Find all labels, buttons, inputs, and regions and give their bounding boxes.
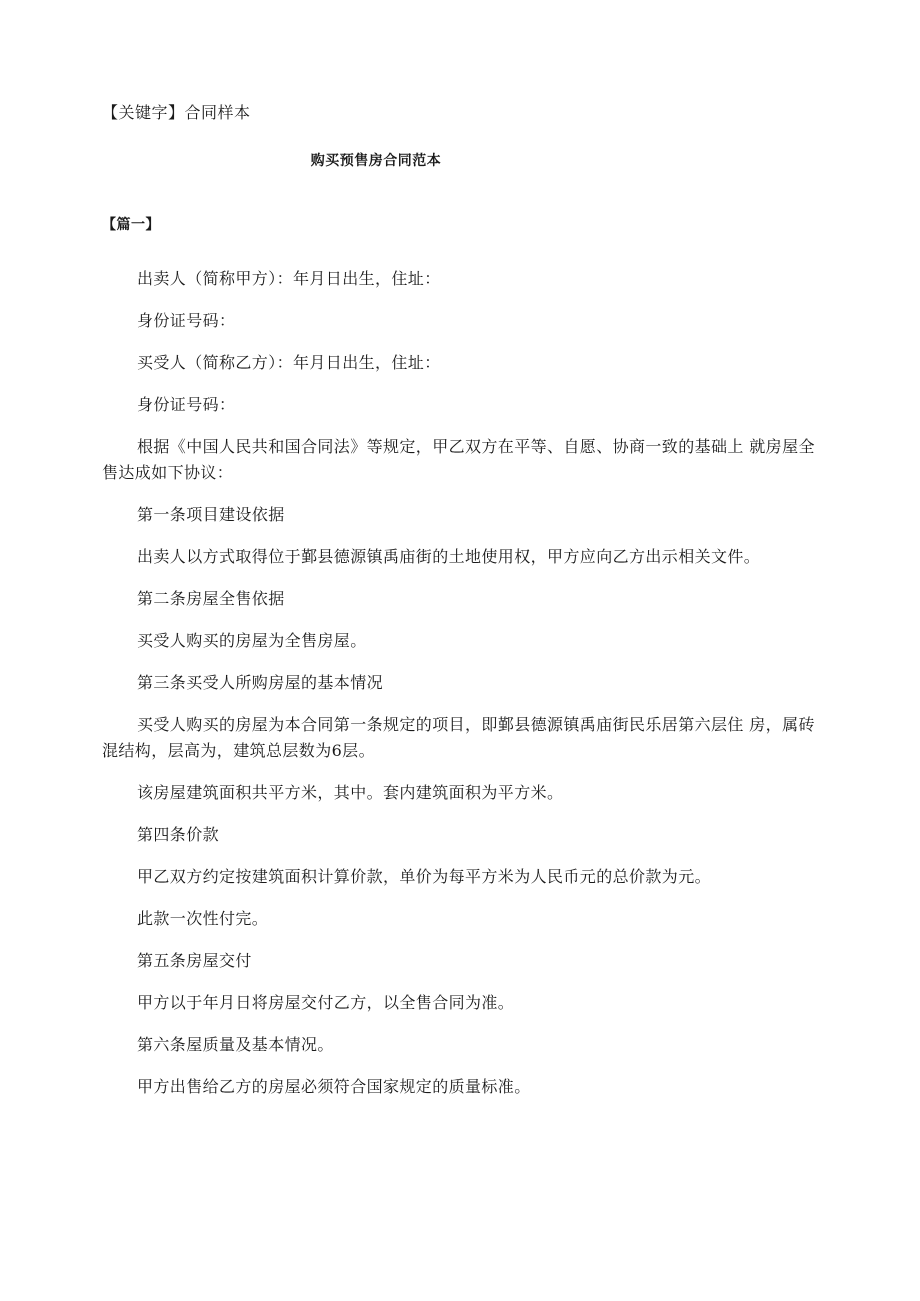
article-3-area: 该房屋建筑面积共平方米，其中。套内建筑面积为平方米。 (137, 783, 564, 802)
paragraph-buyer: 买受人（简称乙方）：年月日出生，住址： (137, 353, 441, 372)
article-3-heading: 第三条买受人所购房屋的基本情况 (137, 673, 384, 692)
article-2-body: 买受人购买的房屋为全售房屋。 (137, 631, 367, 650)
article-4-payment: 此款一次性付完。 (137, 909, 269, 928)
paragraph-seller: 出卖人（简称甲方）：年月日出生，住址： (137, 269, 441, 288)
document-title: 购买预售房合同范本 (310, 153, 442, 169)
paragraph-buyer-id: 身份证号码： (137, 395, 236, 414)
article-3-body: 买受人购买的房屋为本合同第一条规定的项目，即鄞县德源镇禹庙街民乐居第六层住 房，属砖混结构，层高为，建筑总层数为6层。 (102, 715, 815, 760)
section-label: 【篇一】 (102, 217, 160, 233)
article-5-body: 甲方以于年月日将房屋交付乙方，以全售合同为准。 (137, 993, 515, 1012)
keyword-line: 【关键字】合同样本 (102, 103, 251, 122)
article-6-heading: 第六条屋质量及基本情况。 (137, 1035, 334, 1054)
article-4-heading: 第四条价款 (137, 825, 220, 844)
article-6-body: 甲方出售给乙方的房屋必须符合国家规定的质量标准。 (137, 1077, 531, 1096)
article-5-heading: 第五条房屋交付 (137, 951, 252, 970)
article-4-body: 甲乙双方约定按建筑面积计算价款，单价为每平方米为人民币元的总价款为元。 (137, 867, 712, 886)
article-2-heading: 第二条房屋全售依据 (137, 589, 285, 608)
document-body (102, 266, 830, 1116)
article-1-heading: 第一条项目建设依据 (137, 505, 285, 524)
paragraph-seller-id: 身份证号码： (137, 311, 236, 330)
article-1-body: 出卖人以方式取得位于鄞县德源镇禹庙街的土地使用权，甲方应向乙方出示相关文件。 (137, 547, 761, 566)
paragraph-preamble: 根据《中国人民共和国合同法》等规定，甲乙双方在平等、自愿、协商一致的基础上 就房屋全售达成如下协议： (102, 437, 815, 482)
